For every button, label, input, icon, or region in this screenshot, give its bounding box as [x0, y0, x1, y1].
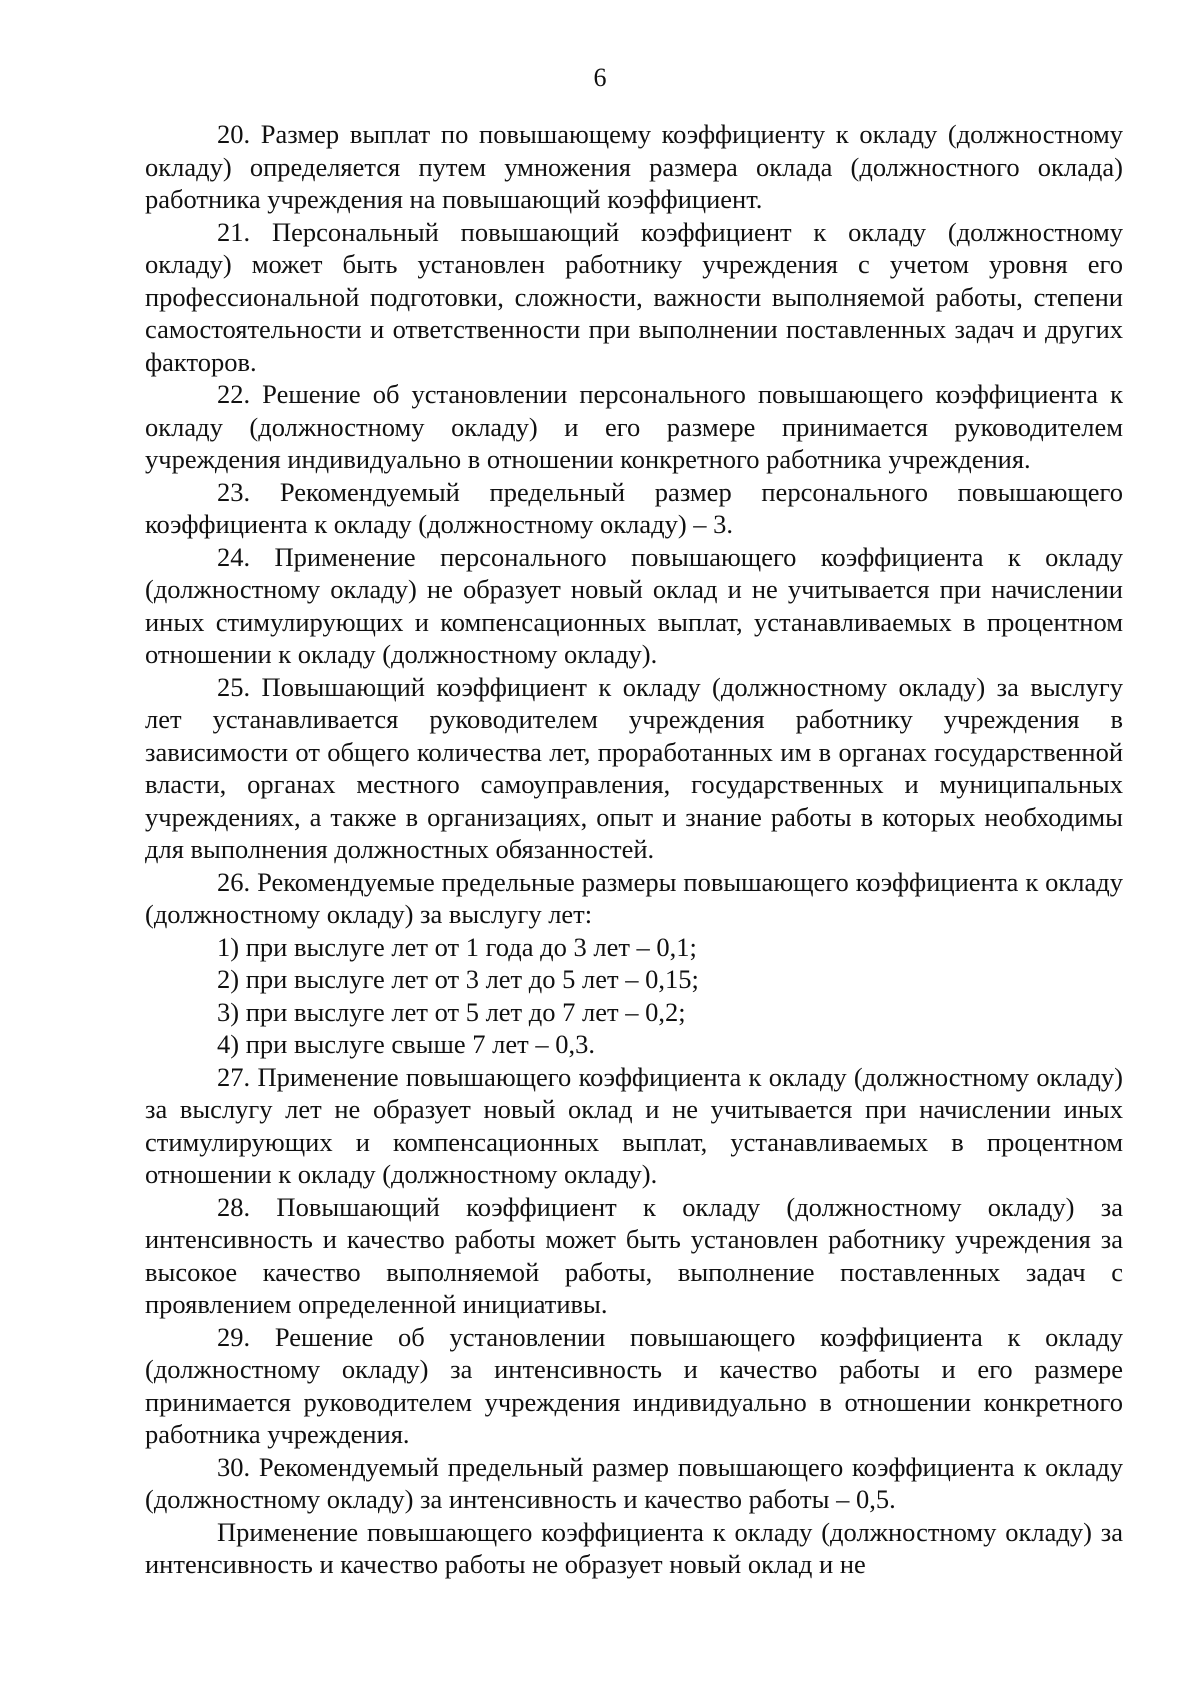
paragraph-27: 27. Применение повышающего коэффициента к окладу (должностному окладу) за выслугу лет не образует новый оклад и не учитывается при начислении иных стимулирующих и компенсационных выплат, устанавливаемых в процентном отношении к окладу (должностному окладу).: [145, 1061, 1123, 1189]
paragraph-29: 29. Решение об установлении повышающего коэффициента к окладу (должностному окладу) за интенсивность и качество работы и его размере принимается руководителем учреждения индивидуально в отношении конкретного работника учреждения.: [145, 1321, 1123, 1449]
paragraph-21: 21. Персональный повышающий коэффициент к окладу (должностному окладу) может быть установлен работнику учреждения с учетом уровня его профессиональной подготовки, сложности, важности выполняемой работы, степени самостоятельности и ответственности при выполнении поставленных задач и других факторов.: [145, 216, 1123, 377]
document-body: [145, 118, 1123, 1581]
list-item-1: 1) при выслуге лет от 1 года до 3 лет – 0,1;: [217, 931, 697, 962]
paragraph-24: 24. Применение персонального повышающего коэффициента к окладу (должностному окладу) не образует новый оклад и не учитывается при начислении иных стимулирующих и компенсационных выплат, устанавливаемых в процентном отношении к окладу (должностному окладу).: [145, 541, 1123, 669]
list-item-4: 4) при выслуге свыше 7 лет – 0,3.: [217, 1029, 595, 1059]
paragraph-20: 20. Размер выплат по повышающему коэффициенту к окладу (должностному окладу) определяется путем умножения размера оклада (должностного оклада) работника учреждения на повышающий коэффициент.: [145, 119, 1123, 214]
paragraph-30: 30. Рекомендуемый предельный размер повышающего коэффициента к окладу (должностному окладу) за интенсивность и качество работы – 0,5.: [145, 1451, 1123, 1514]
list-item-2: 2) при выслуге лет от 3 лет до 5 лет – 0,15;: [217, 964, 699, 994]
paragraph-22: 22. Решение об установлении персонального повышающего коэффициента к окладу (должностному окладу) и его размере принимается руководителем учреждения индивидуально в отношении конкретного работника учреждения.: [145, 379, 1123, 474]
paragraph-continuation: Применение повышающего коэффициента к окладу (должностному окладу) за интенсивность и качество работы не образует новый оклад и не: [145, 1516, 1123, 1579]
paragraph-25: 25. Повышающий коэффициент к окладу (должностному окладу) за выслугу лет устанавливается руководителем учреждения работнику учреждения в зависимости от общего количества лет, проработанных им в органах государственной власти, органах местного самоуправления, государственных и муниципальных учреждениях, а также в организациях, опыт и знание работы в которых необходимы для выполнения должностных обязанностей.: [145, 671, 1123, 864]
paragraph-28: 28. Повышающий коэффициент к окладу (должностному окладу) за интенсивность и качество работы может быть установлен работнику учреждения за высокое качество выполняемой работы, выполнение поставленных задач с проявлением определенной инициативы.: [145, 1191, 1123, 1319]
list-item-3: 3) при выслуге лет от 5 лет до 7 лет – 0,2;: [217, 996, 686, 1027]
paragraph-23: 23. Рекомендуемый предельный размер персонального повышающего коэффициента к окладу (должностному окладу) – 3.: [145, 476, 1123, 539]
paragraph-26: 26. Рекомендуемые предельные размеры повышающего коэффициента к окладу (должностному окладу) за выслугу лет:: [145, 866, 1123, 929]
page-number: 6: [593, 63, 607, 92]
